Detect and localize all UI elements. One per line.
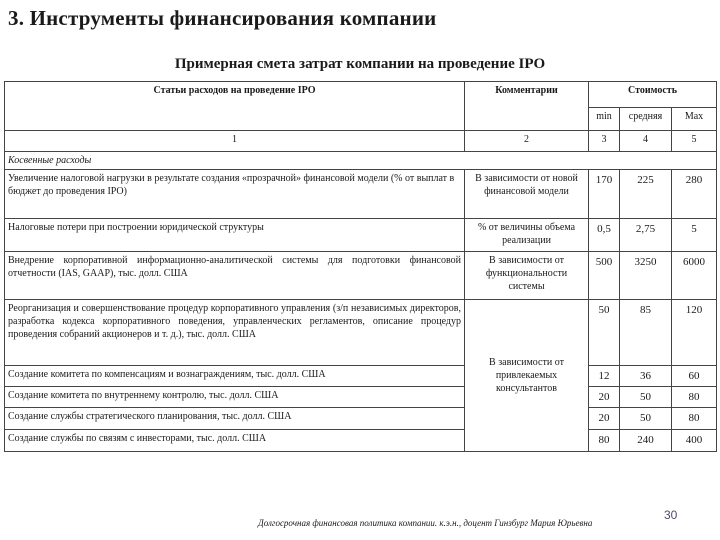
row-min: 500 [589,252,620,300]
table-row [5,219,717,252]
row-comment: % от величины объема реализации [465,219,589,252]
row-min: 20 [589,387,620,408]
row-avg: 225 [620,170,672,219]
section-label: Косвенные расходы [5,152,717,170]
row-comment: В зависимости от функциональности системы [465,252,589,300]
col-num: 4 [620,131,672,152]
table-row [5,387,717,408]
header-avg: средняя [620,108,672,131]
table-row [5,366,717,387]
row-item: Создание комитета по внутреннему контролю, тыс. долл. США [5,387,465,408]
row-avg: 50 [620,408,672,430]
col-num: 3 [589,131,620,152]
row-avg: 2,75 [620,219,672,252]
row-max: 120 [672,300,717,366]
row-item: Создание комитета по компенсациям и вознаграждениям, тыс. долл. США [5,366,465,387]
header-max: Max [672,108,717,131]
row-max: 60 [672,366,717,387]
table-row [5,408,717,430]
slide-title: 3. Инструменты финансирования компании [8,6,437,30]
row-item: Налоговые потери при построении юридической структуры [5,219,465,252]
row-avg: 240 [620,430,672,452]
row-avg: 3250 [620,252,672,300]
row-max: 80 [672,387,717,408]
row-avg: 85 [620,300,672,366]
row-avg: 50 [620,387,672,408]
col-num: 2 [465,131,589,152]
row-item: Увеличение налоговой нагрузки в результате создания «прозрачной» финансовой модели (% от выплат в бюджет до проведения IPO) [5,170,465,219]
row-item: Создание службы стратегического планирования, тыс. долл. США [5,408,465,430]
row-max: 400 [672,430,717,452]
row-item: Реорганизация и совершенствование процедур корпоративного управления (з/п независимых директоров, разработка кодекса корпоративного поведения, управленческих регламентов, описание процедур проведения собраний акционеров и т. д.), тыс. долл. США [5,300,465,366]
row-item: Создание службы по связям с инвесторами, тыс. долл. США [5,430,465,452]
row-comment-merged: В зависимости от привлекаемых консультантов [465,300,589,452]
row-min: 0,5 [589,219,620,252]
header-row-1 [5,82,717,108]
row-min: 12 [589,366,620,387]
footer-credit: Долгосрочная финансовая политика компании. к.э.н., доцент Гинзбург Мария Юрьевна [258,518,593,528]
table-caption: Примерная смета затрат компании на проведение IPO [174,56,546,72]
row-avg: 36 [620,366,672,387]
row-item: Внедрение корпоративной информационно-аналитической системы для подготовки финансовой отчетности (IAS, GAAP), тыс. долл. США [5,252,465,300]
col-num: 1 [5,131,465,152]
row-max: 6000 [672,252,717,300]
row-min: 50 [589,300,620,366]
column-number-row [5,131,717,152]
header-comments: Комментарии [465,82,589,131]
row-max: 280 [672,170,717,219]
row-max: 5 [672,219,717,252]
ipo-cost-table [4,81,717,452]
header-items: Статьи расходов на проведение IPO [5,82,465,131]
page-number: 30 [664,508,678,522]
table-row [5,170,717,219]
col-num: 5 [672,131,717,152]
table-row [5,252,717,300]
row-max: 80 [672,408,717,430]
row-comment: В зависимости от новой финансовой модели [465,170,589,219]
header-cost: Стоимость [589,82,717,108]
row-min: 20 [589,408,620,430]
row-min: 170 [589,170,620,219]
row-min: 80 [589,430,620,452]
section-row [5,152,717,170]
header-min: min [589,108,620,131]
table-row [5,300,717,366]
table-row [5,430,717,452]
